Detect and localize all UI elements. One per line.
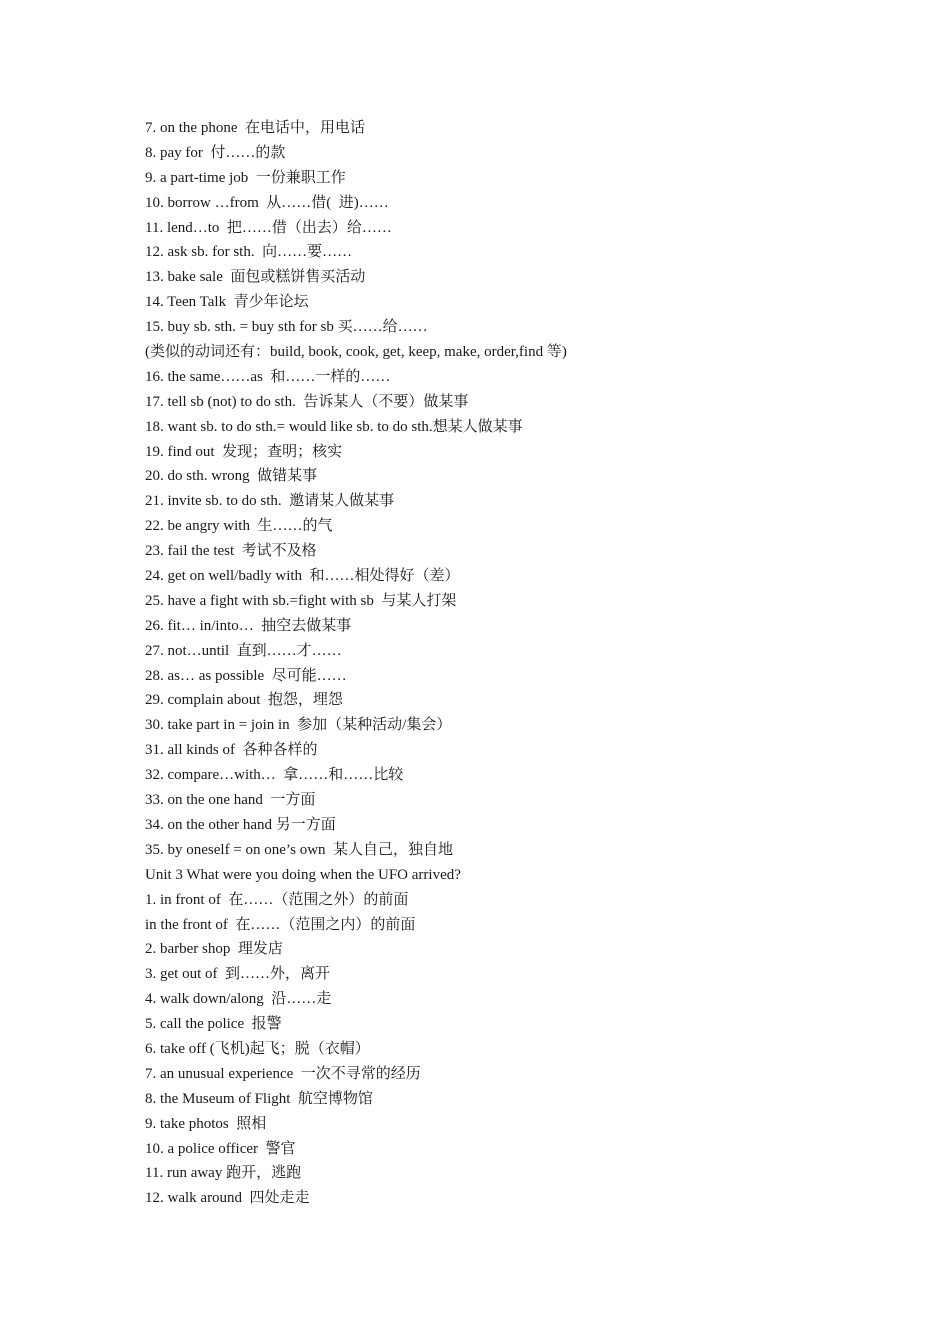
vocabulary-line: 28. as… as possible 尽可能…… [145,667,347,684]
vocabulary-line: 8. the Museum of Flight 航空博物馆 [145,1090,373,1107]
vocabulary-line: 33. on the one hand 一方面 [145,792,316,809]
vocabulary-line: 13. bake sale 面包或糕饼售买活动 [145,269,366,286]
vocabulary-line: 18. want sb. to do sth.= would like sb. to do sth.想某人做某事 [145,418,523,435]
vocabulary-line: 34. on the other hand 另一方面 [145,816,336,833]
vocabulary-line: 35. by oneself = on one’s own 某人自己，独自地 [145,841,454,858]
vocabulary-line: 31. all kinds of 各种各样的 [145,742,318,759]
vocabulary-line: 26. fit… in/into… 抽空去做某事 [145,617,352,634]
vocabulary-line: 3. get out of 到……外，离开 [145,966,330,983]
vocabulary-line: 23. fail the test 考试不及格 [145,543,317,560]
vocabulary-line: 19. find out 发现；查明；核实 [145,443,343,460]
vocabulary-line: Unit 3 What were you doing when the UFO arrived? [145,866,461,883]
vocabulary-line: 11. lend…to 把……借（出去）给…… [145,219,392,236]
vocabulary-line: 14. Teen Talk 青少年论坛 [145,294,309,311]
vocabulary-line: 30. take part in = join in 参加（某种活动/集会） [145,717,452,734]
vocabulary-line: 15. buy sb. sth. = buy sth for sb 买……给…… [145,319,428,336]
vocabulary-line: 9. a part-time job 一份兼职工作 [145,169,346,186]
vocabulary-line: 22. be angry with 生……的气 [145,518,333,535]
vocabulary-line: 25. have a fight with sb.=fight with sb 与某人打架 [145,592,457,609]
vocabulary-line: 2. barber shop 理发店 [145,941,283,958]
vocabulary-line: 29. complain about 抱怨，埋怨 [145,692,343,709]
vocabulary-line: in the front of 在……（范围之内）的前面 [145,916,416,933]
vocabulary-line: 21. invite sb. to do sth. 邀请某人做某事 [145,493,395,510]
vocabulary-line: 16. the same……as 和……一样的…… [145,368,391,385]
vocabulary-line: 12. walk around 四处走走 [145,1190,310,1207]
vocabulary-line: 24. get on well/badly with 和……相处得好（差） [145,568,460,585]
vocabulary-line: 32. compare…with… 拿……和……比较 [145,767,404,784]
vocabulary-line: 10. borrow …from 从……借( 进)…… [145,194,389,211]
vocabulary-line: 6. take off (飞机)起飞；脱（衣帽） [145,1040,370,1057]
vocabulary-line: 5. call the police 报警 [145,1016,282,1033]
vocabulary-line: 7. on the phone 在电话中，用电话 [145,120,365,136]
vocabulary-line: 27. not…until 直到……才…… [145,642,342,659]
vocabulary-line: 20. do sth. wrong 做错某事 [145,468,318,485]
vocabulary-line: 17. tell sb (not) to do sth. 告诉某人（不要）做某事 [145,393,469,410]
vocabulary-line: (类似的动词还有：build, book, cook, get, keep, make, order,find 等) [145,344,567,361]
vocabulary-list [145,116,905,1211]
vocabulary-line: 4. walk down/along 沿……走 [145,991,332,1008]
vocabulary-line: 10. a police officer 警官 [145,1140,296,1157]
vocabulary-line: 9. take photos 照相 [145,1115,267,1132]
vocabulary-line: 7. an unusual experience 一次不寻常的经历 [145,1065,421,1082]
vocabulary-line: 1. in front of 在……（范围之外）的前面 [145,891,409,908]
vocabulary-line: 8. pay for 付……的款 [145,144,286,161]
vocabulary-line: 12. ask sb. for sth. 向……要…… [145,244,353,261]
vocabulary-line: 11. run away 跑开，逃跑 [145,1165,302,1182]
